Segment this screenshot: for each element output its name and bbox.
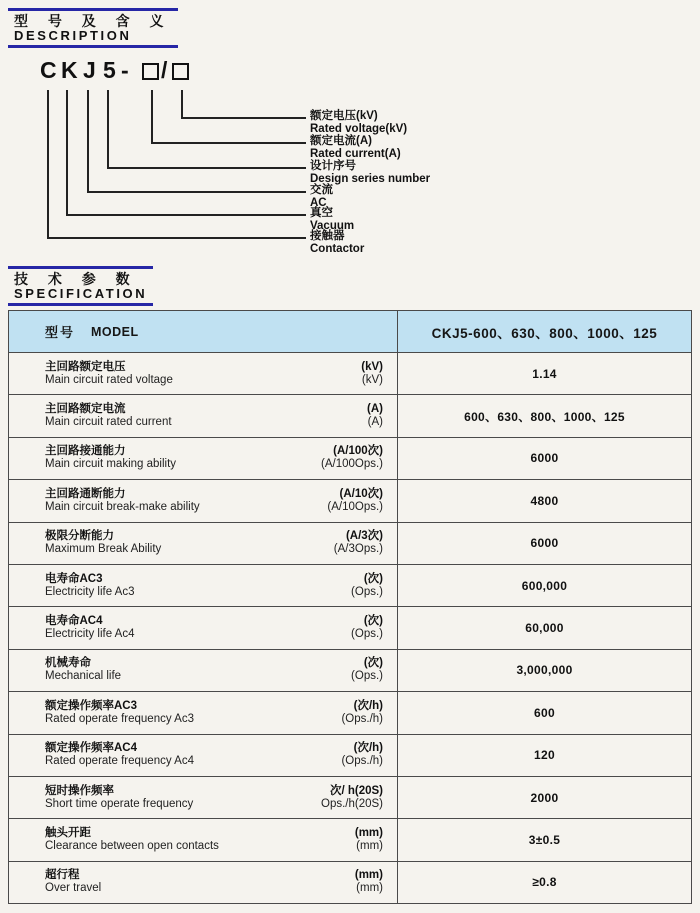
row-label-cn: 电寿命AC4 [45, 615, 103, 628]
model-char: J [83, 57, 96, 83]
table-row [9, 650, 691, 692]
row-parameter-label [45, 488, 200, 514]
row-parameter-label [45, 573, 134, 599]
diagram-label [310, 207, 354, 232]
row-unit [351, 615, 383, 641]
row-unit-en: (mm) [356, 839, 383, 852]
row-label-cn: 电寿命AC3 [45, 572, 103, 585]
row-value: 3,000,000 [397, 650, 691, 691]
specification-title-cn: 技 术 参 数 [14, 271, 138, 287]
row-label-en: Electricity life Ac3 [45, 585, 135, 598]
row-unit-cn: (次/h) [353, 699, 383, 712]
table-row [9, 777, 691, 819]
connector-horizontal-line [47, 237, 306, 239]
row-value: ≥0.8 [397, 862, 691, 903]
row-unit-cn: (次) [363, 657, 383, 670]
row-value: 2000 [397, 777, 691, 818]
connector-horizontal-line [151, 142, 306, 144]
table-row [9, 692, 691, 734]
row-label-en: Clearance between open contacts [45, 839, 219, 852]
row-unit-cn: (次) [363, 572, 383, 585]
row-label-cn: 短时操作频率 [45, 784, 114, 797]
row-unit-en: (A) [367, 416, 383, 429]
table-row [9, 862, 691, 903]
row-unit-en: (A/100Ops.) [321, 458, 383, 471]
row-parameter-cell [9, 862, 397, 903]
row-label-cn: 极限分断能力 [45, 530, 114, 543]
row-label-en: Rated operate frequency Ac3 [45, 712, 194, 725]
row-unit [351, 657, 383, 683]
model-char: K [61, 57, 78, 83]
diagram-label-en: Contactor [310, 242, 365, 255]
row-unit-cn: (A) [367, 403, 383, 416]
diagram-label [310, 110, 407, 135]
diagram-label [310, 184, 333, 209]
specification-table [8, 310, 692, 904]
row-value: 6000 [397, 523, 691, 564]
row-parameter-label [45, 445, 176, 471]
row-parameter-cell [9, 480, 397, 521]
row-label-cn: 额定操作频率AC3 [45, 699, 138, 712]
row-label-en: Main circuit rated current [45, 416, 172, 429]
diagram-label-cn: 额定电流(A) [310, 135, 372, 147]
description-title-cn: 型 号 及 含 义 [14, 13, 172, 29]
diagram-label [310, 135, 401, 160]
row-unit-cn: (mm) [354, 826, 383, 839]
row-label-en: Mechanical life [45, 670, 122, 683]
connector-vertical-line [107, 90, 109, 169]
row-label-en: Main circuit rated voltage [45, 373, 173, 386]
diagram-label-en: Vacuum [310, 219, 355, 232]
diagram-label-cn: 交流 [310, 184, 333, 196]
row-parameter-label [45, 361, 173, 387]
diagram-label-cn: 设计序号 [310, 160, 356, 172]
row-value: 6000 [397, 438, 691, 479]
model-char: 5 [103, 57, 116, 83]
description-section-header [8, 8, 178, 48]
table-row [9, 735, 691, 777]
row-label-cn: 超行程 [45, 869, 80, 882]
row-parameter-label [45, 657, 121, 683]
row-value: 600、630、800、1000、125 [397, 395, 691, 436]
row-unit-en: (Ops./h) [341, 755, 383, 768]
row-unit-en: (Ops.) [351, 628, 383, 641]
model-header-cn: 型号 [45, 325, 76, 340]
connector-vertical-line [87, 90, 89, 193]
row-label-en: Electricity life Ac4 [45, 628, 135, 641]
table-row [9, 395, 691, 437]
connector-vertical-line [66, 90, 68, 216]
row-label-cn: 主回路接通能力 [45, 445, 126, 458]
row-parameter-cell [9, 819, 397, 860]
row-unit [341, 742, 383, 768]
table-row [9, 438, 691, 480]
row-unit [355, 869, 383, 895]
model-placeholder-box [172, 63, 189, 80]
row-parameter-label [45, 615, 134, 641]
row-unit [334, 530, 383, 556]
row-parameter-cell [9, 777, 397, 818]
row-unit-cn: (A/3次) [345, 530, 383, 543]
diagram-label-en: AC [310, 196, 327, 209]
diagram-label-cn: 接触器 [310, 230, 345, 242]
row-unit-en: (A/3Ops.) [333, 543, 383, 556]
diagram-label-en: Design series number [310, 172, 431, 185]
row-unit-cn: (A/100次) [333, 445, 383, 458]
row-value: 120 [397, 735, 691, 776]
row-value: 4800 [397, 480, 691, 521]
row-unit [367, 403, 383, 429]
row-label-en: Rated operate frequency Ac4 [45, 755, 194, 768]
connector-vertical-line [47, 90, 49, 239]
row-unit-cn: (kV) [361, 360, 383, 373]
connector-horizontal-line [107, 167, 306, 169]
connector-horizontal-line [181, 117, 306, 119]
row-parameter-cell [9, 650, 397, 691]
model-char: / [161, 57, 168, 83]
table-row [9, 819, 691, 861]
row-parameter-cell [9, 353, 397, 394]
description-title-en: DESCRIPTION [14, 28, 132, 43]
row-parameter-label [45, 700, 194, 726]
row-parameter-cell [9, 523, 397, 564]
diagram-label-cn: 真空 [310, 207, 333, 219]
row-unit-en: (Ops.) [351, 585, 383, 598]
row-unit-cn: (mm) [354, 869, 383, 882]
row-unit-cn: 次/ h(20S) [329, 784, 383, 797]
connector-horizontal-line [66, 214, 306, 216]
row-parameter-label [45, 403, 172, 429]
connector-horizontal-line [87, 191, 306, 193]
diagram-label-cn: 额定电压(kV) [310, 110, 378, 122]
table-header-row [9, 311, 691, 353]
diagram-label-en: Rated voltage(kV) [310, 122, 408, 135]
row-parameter-cell [9, 607, 397, 648]
row-label-cn: 额定操作频率AC4 [45, 742, 138, 755]
row-value: 600 [397, 692, 691, 733]
row-value: 60,000 [397, 607, 691, 648]
row-label-cn: 机械寿命 [45, 657, 91, 670]
model-header-en: MODEL [91, 324, 139, 339]
table-row [9, 353, 691, 395]
row-label-en: Main circuit break-make ability [45, 500, 200, 513]
row-unit-cn: (次/h) [353, 742, 383, 755]
row-parameter-cell [9, 438, 397, 479]
model-placeholder-box [142, 63, 159, 80]
row-unit [341, 700, 383, 726]
row-value: 3±0.5 [397, 819, 691, 860]
table-row [9, 607, 691, 649]
row-unit-en: (kV) [361, 373, 383, 386]
table-header-model-value: CKJ5-600、630、800、1000、125 [397, 311, 691, 352]
row-unit-cn: (A/10次) [339, 487, 383, 500]
row-unit-en: Ops./h(20S) [321, 797, 383, 810]
row-unit-en: (mm) [356, 882, 383, 895]
row-parameter-cell [9, 735, 397, 776]
table-body [9, 353, 691, 903]
row-unit [361, 361, 383, 387]
row-unit [355, 827, 383, 853]
specification-title-en: SPECIFICATION [14, 286, 148, 301]
diagram-label-en: Rated current(A) [310, 147, 401, 160]
row-parameter-cell [9, 565, 397, 606]
table-row [9, 565, 691, 607]
diagram-label [310, 230, 364, 255]
row-label-en: Main circuit making ability [45, 458, 177, 471]
row-label-en: Maximum Break Ability [45, 543, 162, 556]
row-unit-cn: (次) [363, 615, 383, 628]
row-value: 1.14 [397, 353, 691, 394]
row-parameter-label [45, 869, 101, 895]
row-label-cn: 主回路额定电压 [45, 360, 126, 373]
row-label-en: Short time operate frequency [45, 797, 194, 810]
row-parameter-label [45, 742, 194, 768]
row-parameter-label [45, 827, 219, 853]
row-parameter-cell [9, 692, 397, 733]
row-value: 600,000 [397, 565, 691, 606]
table-row [9, 523, 691, 565]
row-unit-en: (A/10Ops.) [327, 500, 383, 513]
row-unit [327, 488, 383, 514]
connector-vertical-line [181, 90, 183, 119]
row-unit [321, 445, 383, 471]
table-header-model [9, 311, 397, 352]
diagram-label [310, 160, 430, 185]
row-label-cn: 触头开距 [45, 826, 91, 839]
row-label-cn: 主回路额定电流 [45, 403, 126, 416]
row-label-en: Over travel [45, 882, 102, 895]
model-char: - [121, 57, 129, 83]
row-label-cn: 主回路通断能力 [45, 487, 126, 500]
row-parameter-label [45, 785, 193, 811]
model-char: C [40, 57, 57, 83]
row-unit-en: (Ops.) [351, 670, 383, 683]
row-unit-en: (Ops./h) [341, 712, 383, 725]
table-row [9, 480, 691, 522]
row-parameter-label [45, 530, 161, 556]
row-unit [351, 573, 383, 599]
row-unit [321, 785, 383, 811]
connector-vertical-line [151, 90, 153, 144]
row-parameter-cell [9, 395, 397, 436]
specification-section-header [8, 266, 153, 306]
